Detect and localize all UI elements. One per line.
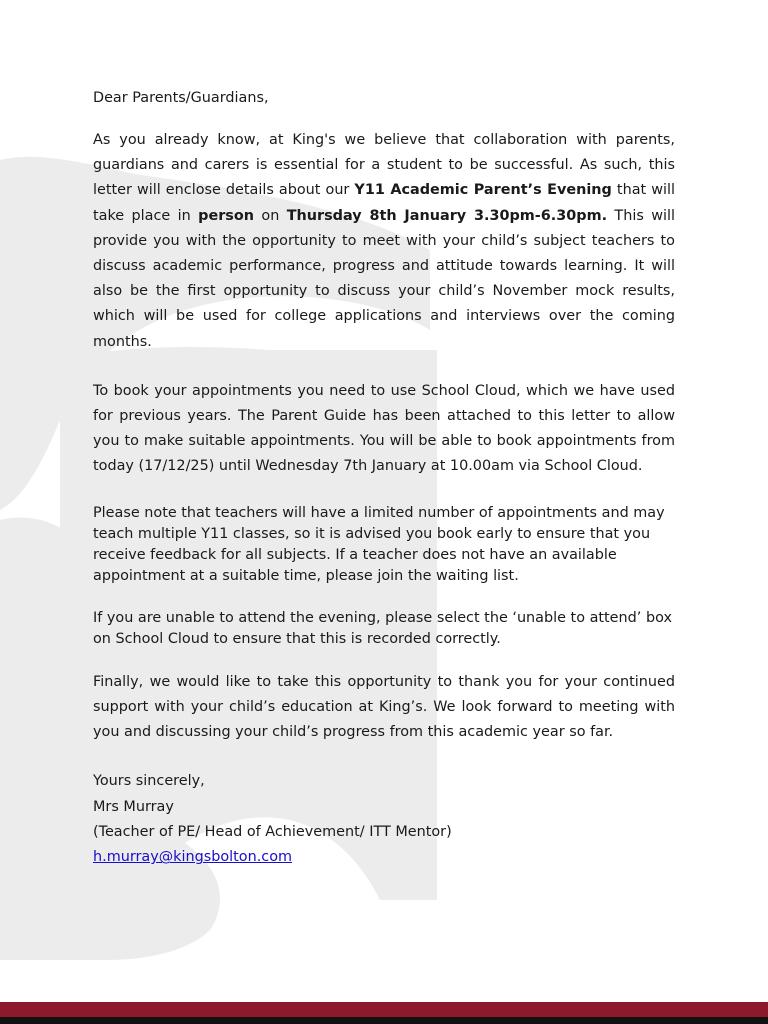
paragraph-booking: To book your appointments you need to use School Cloud, which we have used for previous years. The Parent Guide has been attached to this letter to allow you to make suitable appointments. You will be able to book appointments from today (17/12/25) until Wednesday 7th January at 10.00am via School Cloud. [93,382,675,475]
intro-text-1: As you already know, at King's we believe that collaboration with parents, guardians and carers is essential for a student to be successful. As such, this letter will enclose details about our [93,132,675,199]
email-line [93,845,675,870]
event-name: Y11 Academic Parent’s Evening [354,182,612,199]
paragraph-limited-appointments: Please note that teachers will have a limited number of appointments and may teach multiple Y11 classes, so it is advised you book early to ensure that you receive feedback for all subjects. If a teacher does not have an available appointment at a suitable time, please join the waiting list. [93,504,665,584]
paragraph-unable-to-attend: If you are unable to attend the evening, please select the ‘unable to attend’ box on School Cloud to ensure that this is recorded correctly. [93,609,672,647]
letter-greeting: Dear Parents/Guardians, [93,90,269,106]
paragraph-thank-you: Finally, we would like to take this opportunity to thank you for your continued support with your child’s education at King’s. We look forward to meeting with you and discussing your child’s progress from this academic year so far. [93,673,675,741]
footer-black-bar [0,1017,768,1024]
letter-body [93,86,675,871]
signatory-role: (Teacher of PE/ Head of Achievement/ ITT Mentor) [93,824,452,841]
signatory-name: Mrs Murray [93,798,174,815]
event-date-time: Thursday 8th January 3.30pm-6.30pm. [286,207,608,224]
event-format: person [198,207,254,224]
intro-text-2: that will take place in [93,182,675,224]
closing-line: Yours sincerely, [93,773,205,790]
letter-signoff [93,769,675,871]
intro-text-3: on [254,207,287,224]
intro-text-4: This will provide you with the opportunity to meet with your child’s subject teachers to discuss academic performance, progress and attitude towards learning. It will also be the first opportunity to discuss your child’s November mock results, which will be used for college applications and interviews over the coming months. [93,207,675,350]
footer-red-bar [0,1002,768,1017]
email-link[interactable]: h.murray@kingsbolton.com [93,849,293,866]
paragraph-introduction [93,128,675,355]
